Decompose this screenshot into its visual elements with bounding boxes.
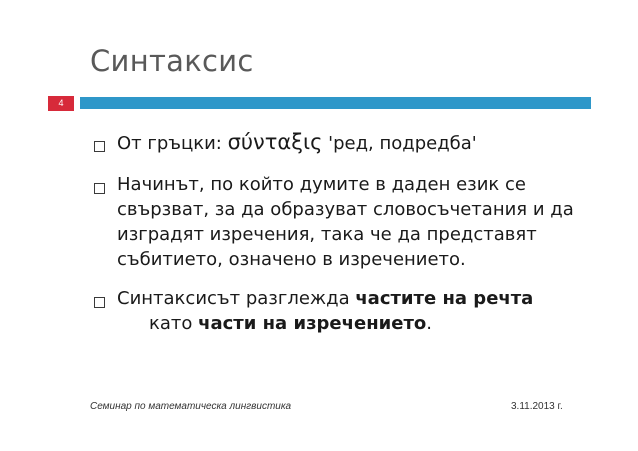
bullet-scope-line2-suffix: . xyxy=(426,313,432,334)
bullet-etymology-prefix: От гръцки: xyxy=(117,133,228,154)
bullet-list xyxy=(94,130,574,350)
bold-parts-of-sentence: части на изречението xyxy=(198,313,427,334)
footer-seminar: Семинар по математическа лингвистика xyxy=(90,401,292,412)
bullet-scope-line2 xyxy=(117,311,533,336)
bullet-scope-prefix: Синтаксисът разглежда xyxy=(117,288,356,309)
square-bullet-icon xyxy=(94,141,105,152)
bullet-definition-text: Начинът, по който думите в даден език се свързват, за да образуват словосъчетания и да изградят изречения, така че да представят събитието, означено в изречението. xyxy=(117,174,574,270)
bullet-etymology-gloss: 'ред, подредба' xyxy=(322,133,477,154)
slide-number: 4 xyxy=(48,96,74,111)
title-accent-bar xyxy=(80,97,591,109)
bold-parts-of-speech: частите на речта xyxy=(355,288,534,309)
square-bullet-icon xyxy=(94,297,105,308)
footer-date: 3.11.2013 г. xyxy=(511,401,563,412)
square-bullet-icon xyxy=(94,183,105,194)
bullet-scope xyxy=(94,286,574,336)
slide-title: Синтаксис xyxy=(90,44,254,78)
bullet-definition xyxy=(94,172,574,272)
bullet-scope-line2-prefix: като xyxy=(149,313,199,334)
greek-word: σύνταξις xyxy=(227,130,323,154)
bullet-etymology xyxy=(94,130,574,156)
